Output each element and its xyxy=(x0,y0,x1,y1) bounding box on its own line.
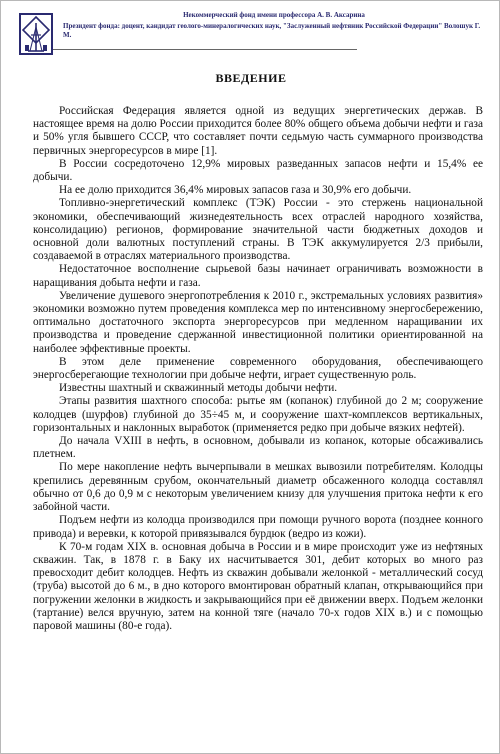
paragraph: На ее долю приходится 36,4% мировых запасов газа и 30,9% его добычи. xyxy=(59,184,412,197)
paragraph: Топливно-энергетический комплекс (ТЭК) России - это стержень национальной экономики, обеспечивающий жизнедеятельность всех отраслей народного хозяйства, консолидацию) регионов, формирование значительной части бюджетных доходов и основной доли валютных поступлений страны. В ТЭК аккумулируется 2/3 прибыли, создаваемой в отраслях материального производства. xyxy=(33,197,483,263)
header-divider xyxy=(53,49,357,50)
president-line: Президент фонда: доцент, кандидат геолого-минералогических наук, "Заслуженный нефтяник Российской Федерации" Волошук Г. М. xyxy=(63,22,481,39)
header-text xyxy=(63,11,485,40)
paragraph: В этом деле применение современного оборудования, обеспечивающего энергосберегающие технологии при добыче нефти, играет существенную роль. xyxy=(33,355,483,382)
body-text xyxy=(33,105,483,633)
org-name: Некоммерческий фонд имени профессора А. В. Аксарина xyxy=(183,11,365,19)
paragraph: Недостаточное восполнение сырьевой базы начинает ограничивать возможности в наращивания добыта нефти и газа. xyxy=(33,263,483,289)
paragraph: Увеличение душевого энергопотребления к 2010 г., экстремальных условиях развития» экономики возможно путем проведения комплекса мер по интенсивному энергосбережению, оптимально достаточного экспорта энергоресурсов при медленном наращивании их производства и проведение сдержанной инвестиционной политики ориентированной на наиболее эффективные проекты. xyxy=(33,289,483,355)
foundation-logo-icon xyxy=(19,13,53,55)
paragraph: Российская Федерация является одной из ведущих энергетических держав. В настоящее время на долю России приходится более 80% общего объема добычи нефти и газа и 50% угля бывшего СССР, что составляет почти седьмую часть суммарного производства первичных энергоресурсов в мире [1]. xyxy=(33,105,483,157)
page-title: ВВЕДЕНИЕ xyxy=(215,71,287,85)
paragraph: Подъем нефти из колодца производился при помощи ручного ворота (позднее конного привода) и веревки, к которой привязывался бурдюк (ведро из кожи). xyxy=(33,514,483,540)
paragraph: К 70-м годам XIX в. основная добыча в России и в мире происходит уже из нефтяных скважин. Так, в 1878 г. в Баку их насчитывается 301, дебит которых во много раз превосходит дебит колодцев. Нефть из скважин добывали желонкой - металлический сосуд (труба) высотой до 6 м., в дно которого вмонтирован обратный клапан, открывающийся при погружении желонки в жидкость и закрывающийся при её движении вверх. Подъем желонки (тартание) велся вручную, затем на конной тяге (начало 70-х годов XIX в.) и с помощью паровой машины (80-е года). xyxy=(33,540,483,632)
paragraph: Этапы развития шахтного способа: рытье ям (копанок) глубиной до 2 м; сооружение колодцев (шурфов) глубиной до 35÷45 м, и сооружение шахт-комплексов вертикальных, горизонтальных и наклонных выработок (применяется редко при добыче вязких нефтей). xyxy=(33,395,483,434)
paragraph: Известны шахтный и скважинный методы добычи нефти. xyxy=(59,382,338,395)
page-header xyxy=(11,9,491,59)
paragraph: До начала VXIII в нефть, в основном, добывали из копанок, которые обсаживались плетнем. xyxy=(33,435,483,461)
paragraph: В России сосредоточено 12,9% мировых разведанных запасов нефти и 15,4% ее добычи. xyxy=(33,157,483,184)
paragraph: По мере накопление нефть вычерпывали в мешках вывозили потребителям. Колодцы крепились деревянным срубом, окончательный диаметр обсаженного колодца составлял обычно от 0,6 до 0,9 м с некоторым увеличением книзу для улучшения притока нефти к его забойной части. xyxy=(33,461,483,514)
